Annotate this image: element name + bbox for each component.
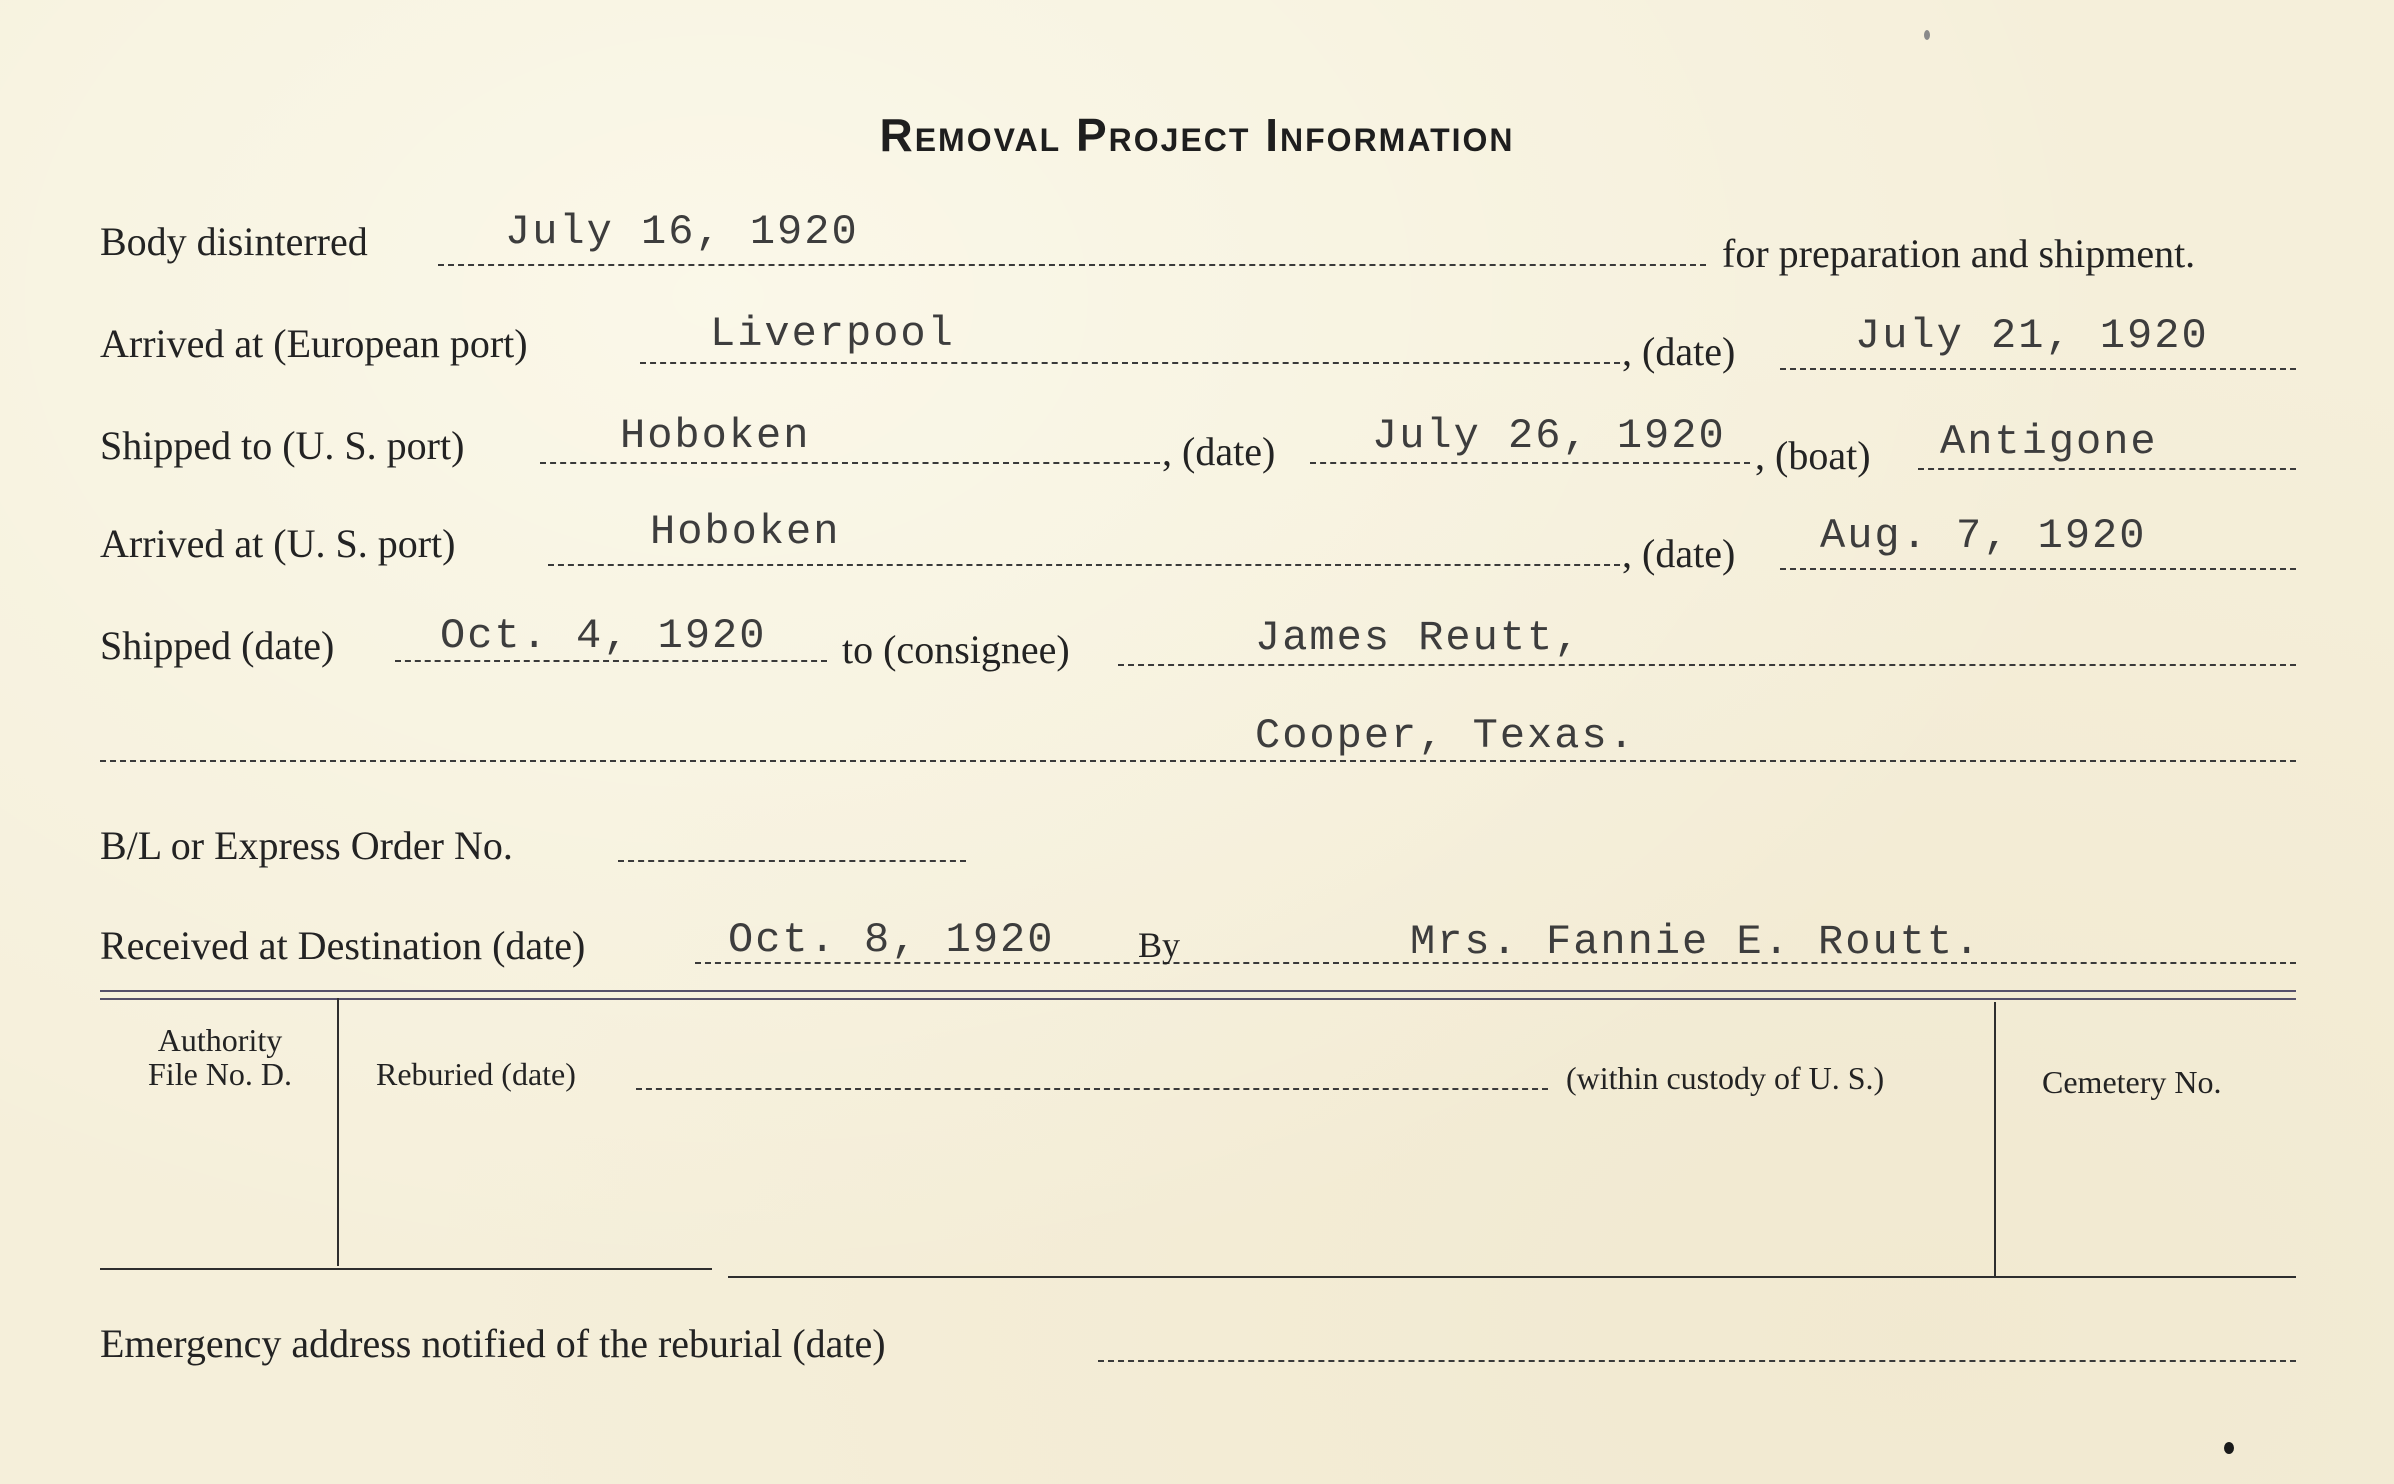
bl-label: B/L or Express Order No. — [100, 823, 513, 868]
boat-label: , (boat) — [1755, 433, 1871, 478]
disinterred-date-value: July 16, 1920 — [505, 208, 859, 256]
received-label: Received at Destination (date) — [100, 923, 586, 968]
authority-label-line1: Authority — [157, 1022, 283, 1058]
shipped-date-value: Oct. 4, 1920 — [440, 612, 767, 660]
european-port-line — [640, 362, 1620, 364]
cemetery-label: Cemetery No. — [2042, 1064, 2222, 1100]
us-arrival-date-line — [1780, 568, 2296, 570]
boat-line — [1918, 468, 2296, 470]
reburied-line — [636, 1088, 1548, 1090]
ink-speck — [2224, 1442, 2234, 1454]
lower-box-bottom-right — [728, 1276, 2296, 1278]
received-date-value: Oct. 8, 1920 — [728, 916, 1055, 964]
us-ship-date-line — [1310, 462, 1750, 464]
shipped-us-port-line — [540, 462, 1160, 464]
us-port-arrived-value: Hoboken — [650, 508, 841, 556]
us-arrival-date-value: Aug. 7, 1920 — [1820, 512, 2147, 560]
reburied-label: Reburied (date) — [376, 1056, 576, 1092]
us-ship-date-label: , (date) — [1162, 429, 1276, 474]
by-label: By — [1138, 925, 1181, 965]
shipped-date-line — [395, 660, 827, 662]
shipped-to-us-label: Shipped to (U. S. port) — [100, 423, 465, 468]
boat-value: Antigone — [1940, 418, 2158, 466]
consignee-address-value: Cooper, Texas. — [1255, 712, 1636, 760]
ink-speck — [1924, 30, 1930, 40]
european-port-value: Liverpool — [710, 310, 955, 358]
body-disinterred-line — [438, 264, 1706, 266]
arrived-us-label: Arrived at (U. S. port) — [100, 521, 456, 566]
custody-label: (within custody of U. S.) — [1566, 1060, 1885, 1096]
european-arrival-date-value: July 21, 1920 — [1855, 312, 2209, 360]
us-arrival-date-label: , (date) — [1622, 531, 1736, 576]
consignee-address-line — [100, 760, 2296, 762]
bl-line — [618, 860, 966, 862]
european-date-label: , (date) — [1622, 329, 1736, 374]
consignee-line — [1118, 664, 2296, 666]
authority-column-rule — [337, 998, 339, 1266]
authority-label-line2: File No. D. — [148, 1056, 292, 1092]
section-divider — [100, 990, 2296, 1000]
european-date-line — [1780, 368, 2296, 370]
cemetery-column-rule — [1994, 1002, 1996, 1276]
arrived-european-label: Arrived at (European port) — [100, 321, 528, 366]
shipped-date-label: Shipped (date) — [100, 623, 335, 668]
page-title: Removal Project Information — [879, 109, 1515, 161]
consignee-name-value: James Reutt, — [1255, 614, 1582, 662]
us-port-shipped-value: Hoboken — [620, 412, 811, 460]
body-disinterred-label: Body disinterred — [100, 219, 368, 264]
received-by-value: Mrs. Fannie E. Routt. — [1410, 918, 1982, 966]
us-ship-date-value: July 26, 1920 — [1372, 412, 1726, 460]
arrived-us-port-line — [548, 564, 1620, 566]
emergency-label: Emergency address notified of the reburial (date) — [100, 1321, 886, 1366]
lower-box-bottom-left — [100, 1268, 712, 1270]
emergency-line — [1098, 1360, 2296, 1362]
to-consignee-label: to (consignee) — [842, 627, 1070, 672]
for-preparation-label: for preparation and shipment. — [1722, 231, 2196, 276]
